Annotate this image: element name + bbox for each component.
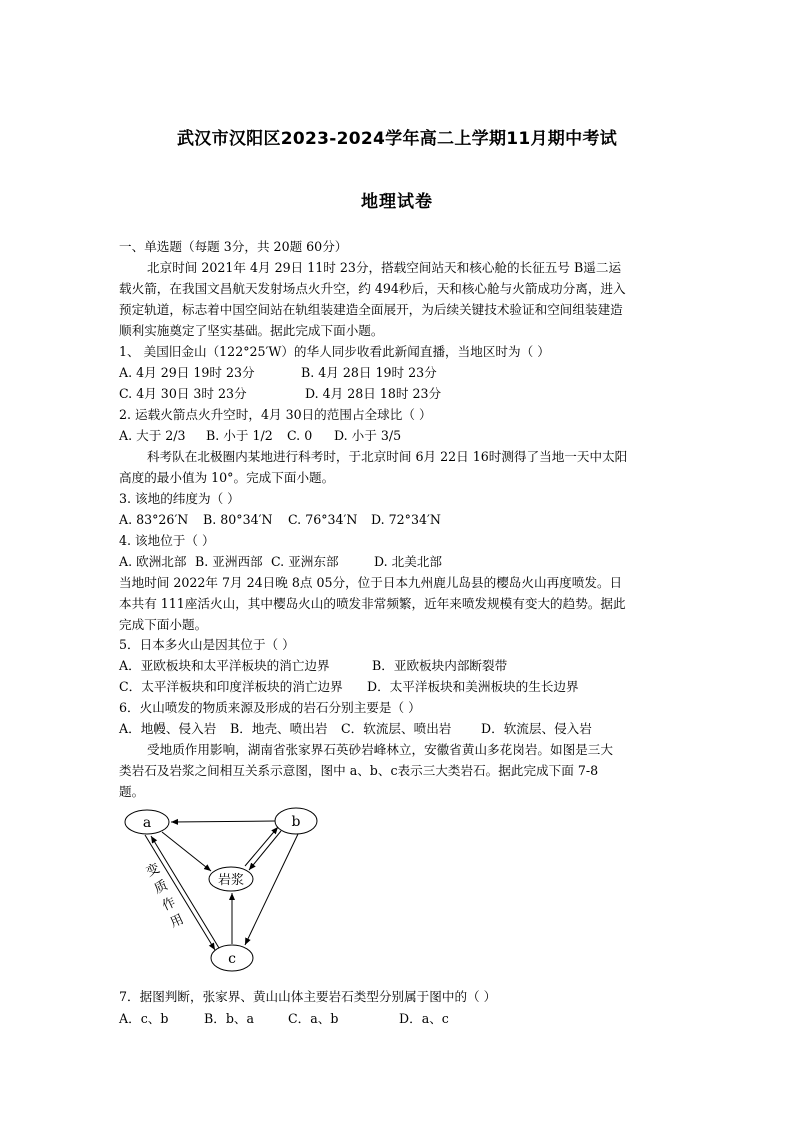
question-4-options (119, 551, 679, 572)
option-a: A. 大于 2/3 (119, 428, 186, 443)
question-5-stem: 5．日本多火山是因其位于（ ） (119, 637, 295, 652)
option-b: B. 80°34′N (203, 512, 273, 527)
option-c: C. 0 (287, 428, 313, 443)
passage-line: 北京时间 2021年 4月 29日 11时 23分，搭载空间站天和核心舱的长征五号 B遥二运 (147, 260, 622, 275)
section-heading: 一、单选题（每题 3分，共 20题 60分） (119, 239, 348, 254)
question-5-options-row2 (119, 676, 679, 697)
node-c-label: c (228, 951, 236, 967)
arrow-b-to-c (245, 834, 298, 945)
arrow-magma-to-b (245, 827, 278, 866)
option-d: D．太平洋板块和美洲板块的生长边界 (367, 679, 579, 694)
passage-line: 类岩石及岩浆之间相互关系示意图，图中 a、b、c表示三大类岩石。据此完成下面 7-8 (119, 763, 599, 778)
question-4-stem: 4. 该地位于（ ） (119, 533, 215, 548)
option-d: D. 72°34′N (371, 512, 441, 527)
passage-line: 当地时间 2022年 7月 24日晚 8点 05分，位于日本九州鹿儿岛县的樱岛火山再度喷发。日 (119, 575, 623, 590)
option-a: A. 4月 29日 19时 23分 (119, 365, 255, 380)
question-6-options (119, 718, 679, 739)
question-2-options (119, 425, 679, 446)
option-b: B. 亚洲西部 (195, 554, 263, 569)
arrow-b-to-magma (249, 831, 281, 870)
option-d: D．a、c (399, 1011, 449, 1026)
rock-cycle-diagram (118, 802, 328, 980)
passage-line: 题。 (119, 784, 145, 799)
question-6-stem: 6．火山喷发的物质来源及形成的岩石分别主要是（ ） (119, 700, 421, 715)
option-c: C. 4月 30日 3时 23分 (119, 386, 247, 401)
option-a: A. 83°26′N (119, 512, 189, 527)
node-b-label: b (291, 814, 301, 830)
metamorphism-label-char: 质 (152, 878, 171, 898)
question-7-stem: 7．据图判断，张家界、黄山山体主要岩石类型分别属于图中的（ ） (119, 989, 497, 1004)
question-1-options-row1 (119, 362, 679, 383)
option-a: A．亚欧板块和太平洋板块的消亡边界 (119, 658, 330, 673)
passage-line: 本共有 111座活火山，其中樱岛火山的喷发非常频繁，近年来喷发规模有变大的趋势。据此 (119, 596, 626, 611)
passage-line: 完成下面小题。 (119, 617, 208, 632)
passage-line: 载火箭，在我国文昌航天发射场点火升空，约 494秒后，天和核心舱与火箭成功分离，进入 (119, 281, 626, 296)
passage-line: 预定轨道，标志着中国空间站在轨组装建造全面展开，为后续关键技术验证和空间组装建造 (119, 302, 623, 317)
question-1-options-row2 (119, 383, 679, 404)
exam-subtitle: 地理试卷 (361, 192, 433, 212)
option-a: A. 欧洲北部 (119, 554, 187, 569)
question-2-stem: 2. 运载火箭点火升空时，4月 30日的范围占全球比（ ） (119, 407, 432, 422)
option-d: D. 北美北部 (374, 554, 443, 569)
option-c: C．太平洋板块和印度洋板块的消亡边界 (119, 679, 343, 694)
option-d: D. 4月 28日 18时 23分 (305, 386, 442, 401)
option-a: A．c、b (119, 1011, 169, 1026)
arrow-b-to-a (171, 821, 275, 822)
option-b: B．亚欧板块内部断裂带 (372, 658, 508, 673)
option-b: B. 4月 28日 19时 23分 (301, 365, 437, 380)
option-c: C. 76°34′N (288, 512, 358, 527)
metamorphism-label-char: 用 (168, 912, 187, 932)
arrow-a-to-magma (162, 832, 211, 871)
option-c: C．a、b (288, 1011, 339, 1026)
question-5-options-row1 (119, 655, 679, 676)
metamorphism-label-char: 作 (160, 895, 179, 915)
option-b: B．地壳、喷出岩 (230, 721, 328, 736)
option-b: B. 小于 1/2 (206, 428, 273, 443)
passage-line: 高度的最小值为 10°。完成下面小题。 (119, 470, 335, 485)
exam-title: 武汉市汉阳区2023-2024学年高二上学期11月期中考试 (176, 129, 618, 149)
node-a-label: a (142, 815, 152, 831)
passage-line: 顺利实施奠定了坚实基础。据此完成下面小题。 (119, 323, 384, 338)
metamorphism-label-char: 变 (144, 861, 163, 881)
option-b: B．b、a (204, 1011, 255, 1026)
option-c: C. 亚洲东部 (271, 554, 339, 569)
option-d: D．软流层、侵入岩 (481, 721, 592, 736)
magma-label: 岩浆 (217, 873, 245, 888)
question-3-stem: 3. 该地的纬度为（ ） (119, 491, 240, 506)
passage-line: 科考队在北极圈内某地进行科考时，于北京时间 6月 22日 16时测得了当地一天中太阳 (147, 449, 628, 464)
option-d: D. 小于 3/5 (334, 428, 402, 443)
passage-line: 受地质作用影响，湖南省张家界石英砂岩峰林立，安徽省黄山多花岗岩。如图是三大 (147, 742, 613, 757)
question-7-options (119, 1008, 679, 1029)
option-c: C．软流层、喷出岩 (341, 721, 452, 736)
question-1-stem: 1、 美国旧金山（122°25′W）的华人同步收看此新闻直播，当地区时为（ ） (119, 344, 550, 359)
question-3-options (119, 509, 679, 530)
option-a: A．地幔、侵入岩 (119, 721, 217, 736)
